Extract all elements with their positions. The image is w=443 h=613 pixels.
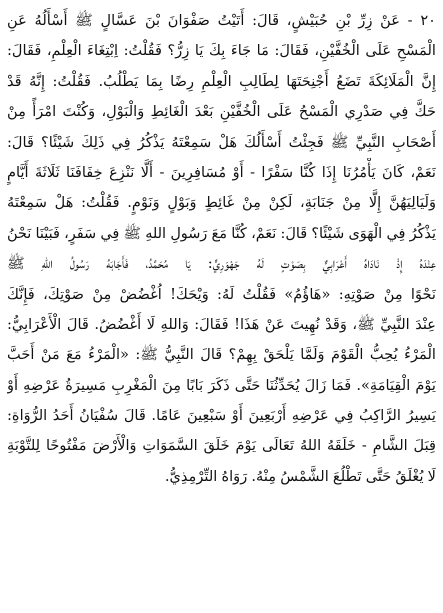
text-line: ٢٠ - عَنْ زِرِّ بْنِ حُبَيْشٍ، قَالَ: أَتَيْتُ صَفْوَانَ بْنَ عَسَّالٍ ﷺ أَسْأَلُهُ عَنِ [7, 12, 436, 29]
text-line: إِنَّ الْمَلَائِكَةَ تَضَعُ أَجْنِحَتَهَا لِطَالِبِ الْعِلْمِ رِضًا بِمَا يَطْلُبُ. فَقُلْتُ: إِنَّهُ قَدْ [7, 72, 436, 90]
text-line: يَوْمَ الْقِيَامَةِ». فَمَا زَالَ يُحَدِّثُنَا حَتَّى ذَكَرَ بَابًا مِنَ الْمَغْرِبِ مَسِيرَةُ عَرْضِهِ أَوْ [7, 376, 436, 394]
text-line: نَعَمْ، كَانَ يَأْمُرُنَا إِذَا كُنَّا سَفْرًا - أَوْ مُسَافِرِينَ - أَلَّا نَنْزِعَ خِفَافَنَا ثَلَاثَةَ أَيَّامٍ [7, 163, 436, 181]
text-line: عِنْدَ النَّبِيِّ ﷺ، وَقَدْ نُهِيتَ عَنْ هَذَا! فَقَالَ: وَاللهِ لَا أَغْضُضُ. قَالَ الْأَعْرَابِيُّ: [7, 315, 436, 333]
text-line: قِبَلَ الشَّامِ - خَلَقَهُ اللهُ تَعَالَى يَوْمَ خَلَقَ السَّمَوَاتِ وَالْأَرْضَ مَفْتُوحًا لِلتَّوْبَةِ [7, 437, 436, 455]
text-line: لَا يُغْلَقُ حَتَّى تَطْلُعَ الشَّمْسُ مِنْهُ. رَوَاهُ التِّرْمِذِيُّ. [164, 467, 436, 485]
text-line: أَصْحَابِ النَّبِيِّ ﷺ فَجِئْتُ أَسْأَلُكَ هَلْ سَمِعْتَهُ يَذْكُرُ فِي ذَلِكَ شَيْئًا؟ قَالَ: [7, 133, 436, 151]
text-line: الْمَسْحِ عَلَى الْخُفَّيْنِ، فَقَالَ: مَا جَاءَ بِكَ يَا زِرُّ؟ فَقُلْتُ: اِبْتِغَاءَ الْعِلْمِ، فَقَالَ: [7, 42, 436, 60]
text-line: يَسِيرُ الرَّاكِبُ فِي عَرْضِهِ أَرْبَعِينَ أَوْ سَبْعِينَ عَامًا. قَالَ سُفْيَانُ أَحَدُ الرُّوَاةِ: [7, 407, 436, 425]
text-line: عِنْدَهُ إِذْ نَادَاهُ أَعْرَابِيٌّ بِصَوْتٍ لَهُ جَهْوَرِيٍّ: يَا مُحَمَّدُ، فَأَجَابَهُ رَسُولُ اللهِ ﷺ [7, 255, 436, 273]
text-line: حَكَّ فِي صَدْرِي الْمَسْحُ عَلَى الْخُفَّيْنِ بَعْدَ الْغَائِطِ وَالْبَوْلِ، وَكُنْتَ امْرَأً مِنْ [7, 103, 436, 121]
hadith-text-block [7, 6, 436, 492]
text-line: الْمَرْءُ يُحِبُّ الْقَوْمَ وَلَمَّا يَلْحَقْ بِهِمْ؟ قَالَ النَّبِيُّ ﷺ: «الْمَرْءُ مَعَ مَنْ أَحَبَّ [7, 346, 436, 364]
text-line: نَحْوًا مِنْ صَوْتِهِ: «هَاؤُمُ» فَقُلْتُ لَهُ: وَيْحَكَ! اُغْضُضْ مِنْ صَوْتِكَ، فَإِنَّكَ [7, 285, 436, 303]
text-line: وَلَيَالِيَهُنَّ إِلَّا مِنْ جَنَابَةٍ، لَكِنْ مِنْ غَائِطٍ وَبَوْلٍ وَنَوْمٍ. فَقُلْتُ: هَلْ سَمِعْتَهُ [7, 194, 436, 212]
text-line: يَذْكُرُ فِي الْهَوَى شَيْئًا؟ قَالَ: نَعَمْ، كُنَّا مَعَ رَسُولِ اللهِ ﷺ فِي سَفَرٍ، فَبَيْنَا نَحْنُ [7, 225, 436, 242]
